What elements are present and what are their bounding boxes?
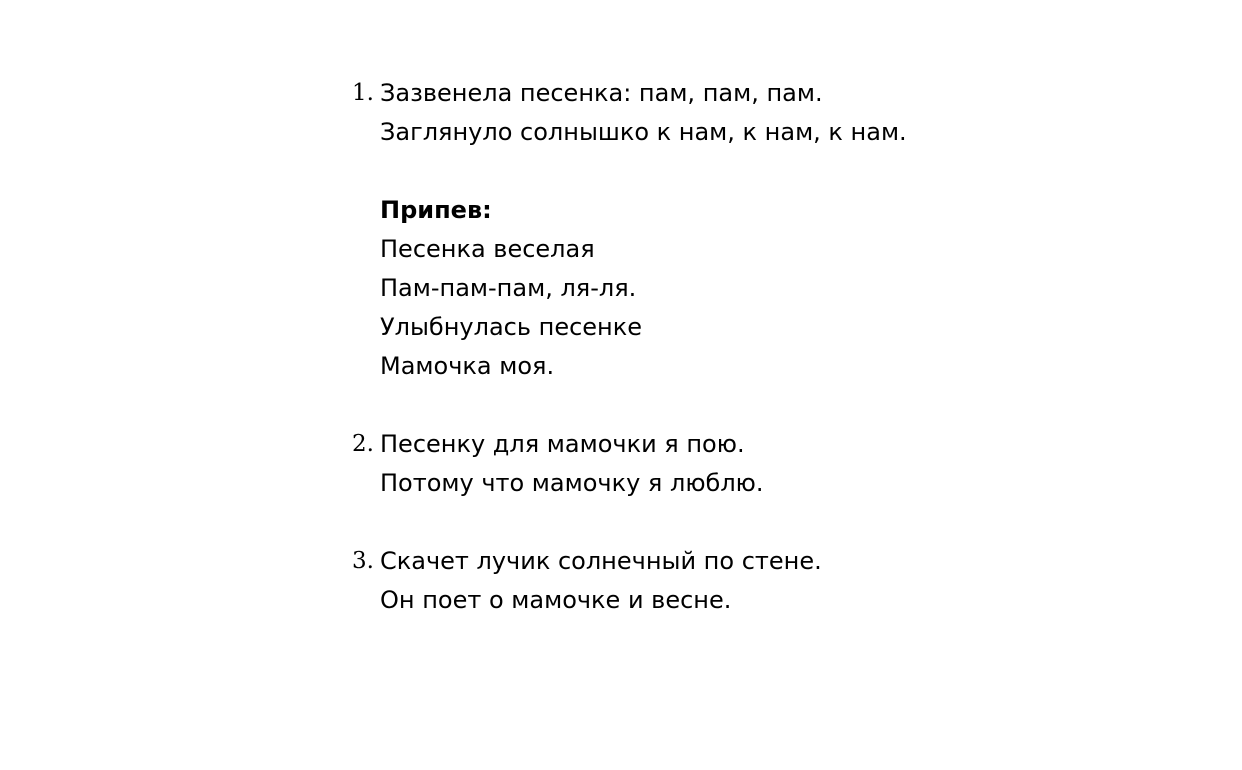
chorus-line	[352, 347, 1052, 386]
chorus-text: Мамочка моя.	[380, 352, 555, 380]
verse-text: Скачет лучик солнечный по стене.	[380, 547, 822, 575]
verse-text: Он поет о мамочке и весне.	[380, 586, 732, 614]
verse-line	[352, 74, 1052, 113]
verse-line	[352, 464, 1052, 503]
chorus	[352, 191, 1052, 386]
chorus-line	[352, 269, 1052, 308]
verse-text: Потому что мамочку я люблю.	[380, 469, 764, 497]
chorus-heading	[352, 191, 1052, 230]
stanza-gap	[352, 152, 1052, 191]
verse-line	[352, 581, 1052, 620]
verse-3	[352, 542, 1052, 620]
verse-line	[352, 542, 1052, 581]
verse-text: Зазвенела песенка: пам, пам, пам.	[380, 79, 823, 107]
chorus-line	[352, 308, 1052, 347]
verse-text: Заглянуло солнышко к нам, к нам, к нам.	[380, 118, 907, 146]
stanza-gap	[352, 386, 1052, 425]
verse-line	[352, 113, 1052, 152]
verse-number: 2.	[352, 431, 374, 457]
chorus-line	[352, 230, 1052, 269]
chorus-heading-text: Припев:	[380, 196, 492, 224]
verse-1	[352, 74, 1052, 152]
verse-text: Песенку для мамочки я пою.	[380, 430, 745, 458]
chorus-text: Пам-пам-пам, ля-ля.	[380, 274, 637, 302]
stanza-gap	[352, 503, 1052, 542]
verse-line	[352, 425, 1052, 464]
verse-number: 3.	[352, 548, 374, 574]
chorus-text: Улыбнулась песенке	[380, 313, 642, 341]
verse-number: 1.	[352, 80, 374, 106]
verse-2	[352, 425, 1052, 503]
chorus-text: Песенка веселая	[380, 235, 595, 263]
song-lyrics	[352, 74, 1052, 620]
